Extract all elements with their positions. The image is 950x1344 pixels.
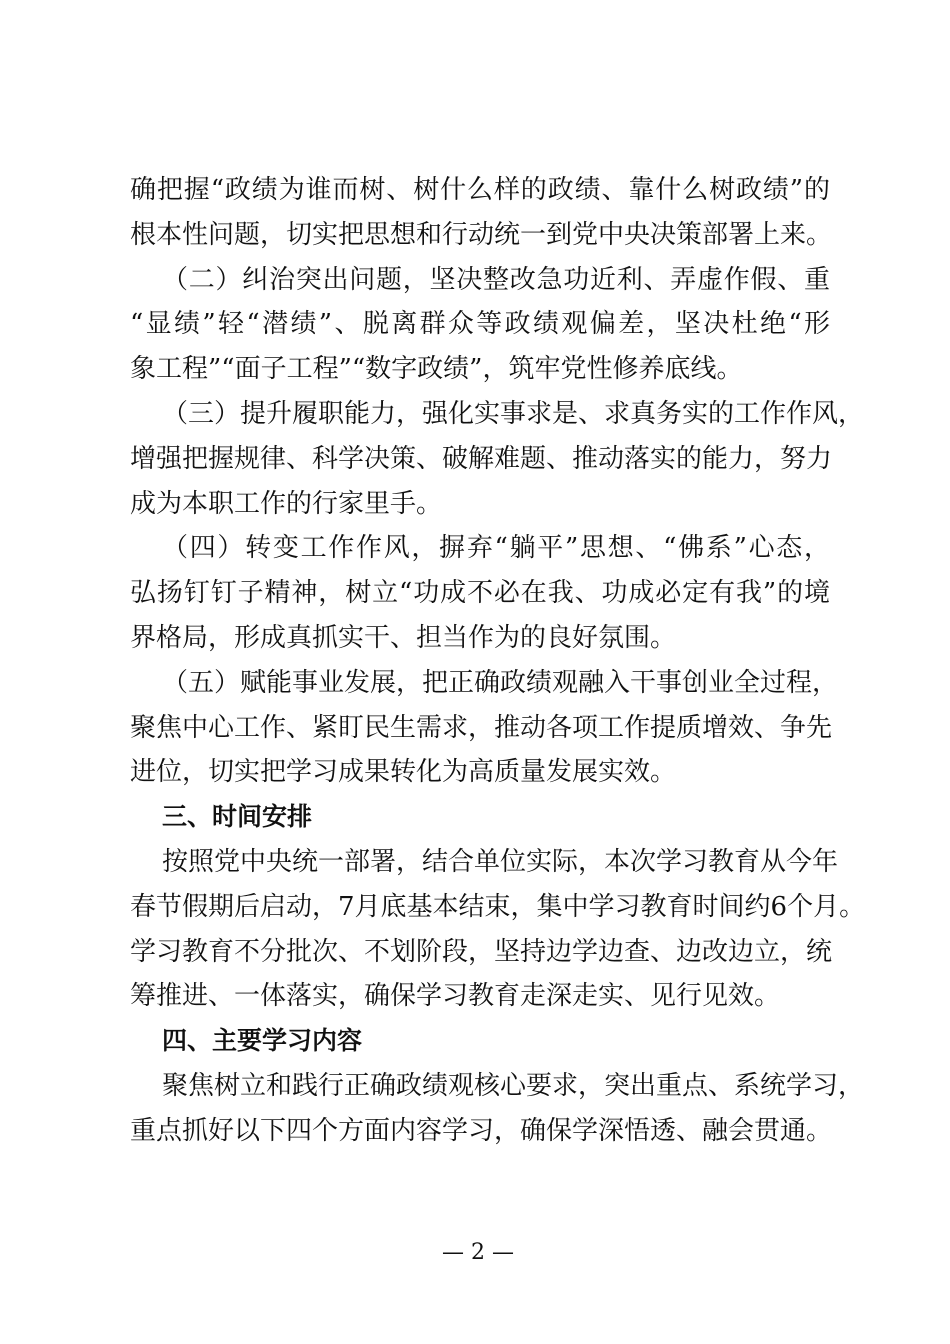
- section-heading: [130, 795, 830, 840]
- text-line: 弘扬钉钉子精神，树立“功成不必在我、功成必定有我”的境: [130, 578, 830, 609]
- text-line: 三、时间安排: [162, 802, 313, 832]
- text-line: 聚焦中心工作、紧盯民生需求，推动各项工作提质增效、争先: [130, 712, 833, 743]
- section-heading: [130, 1019, 830, 1064]
- text-line: （三）提升履职能力，强化实事求是、求真务实的工作作风，: [162, 398, 865, 429]
- text-line: 春节假期后启动，7月底基本结束，集中学习教育时间约6个月。: [130, 891, 866, 922]
- text-line: （二）纠治突出问题，坚决整改急功近利、弄虚作假、重: [162, 264, 830, 295]
- text-line: 根本性问题，切实把思想和行动统一到党中央决策部署上来。: [130, 219, 833, 250]
- paragraph: [130, 840, 866, 1019]
- document-body: [130, 168, 866, 1154]
- text-line: 重点抓好以下四个方面内容学习，确保学深悟透、融会贯通。: [130, 1115, 833, 1146]
- text-line: 增强把握规律、科学决策、破解难题、推动落实的能力，努力: [130, 443, 833, 474]
- text-line: 确把握“政绩为谁而树、树什么样的政绩、靠什么树政绩”的: [130, 175, 830, 205]
- text-line: 界格局，形成真抓实干、担当作为的良好氛围。: [130, 622, 677, 653]
- text-line: 象工程”“面子工程”“数字政绩”，筑牢党性修养底线。: [130, 354, 743, 385]
- paragraph: [130, 1064, 865, 1154]
- text-line: 学习教育不分批次、不划阶段，坚持边学边查、边改边立，统: [130, 936, 833, 967]
- text-line: （四）转变工作作风，摒弃“躺平”思想、“佛系”心态，: [162, 533, 830, 564]
- text-line: 按照党中央统一部署，结合单位实际，本次学习教育从今年: [162, 846, 839, 877]
- text-line: “显绩”轻“潜绩”、脱离群众等政绩观偏差，坚决杜绝“形: [130, 309, 830, 340]
- text-line: 进位，切实把学习成果转化为高质量发展实效。: [130, 757, 677, 788]
- paragraph: [130, 526, 830, 660]
- text-line: （五）赋能事业发展，把正确政绩观融入干事创业全过程，: [162, 667, 839, 698]
- text-line: 四、主要学习内容: [162, 1026, 363, 1056]
- text-line: 聚焦树立和践行正确政绩观核心要求，突出重点、系统学习，: [162, 1070, 865, 1101]
- page-number: — 2 —: [442, 1240, 514, 1265]
- paragraph: [130, 661, 839, 795]
- text-line: 成为本职工作的行家里手。: [130, 488, 443, 519]
- paragraph: [130, 392, 865, 526]
- paragraph: [130, 168, 833, 258]
- paragraph: [130, 258, 830, 392]
- text-line: 筹推进、一体落实，确保学习教育走深走实、见行见效。: [130, 981, 781, 1012]
